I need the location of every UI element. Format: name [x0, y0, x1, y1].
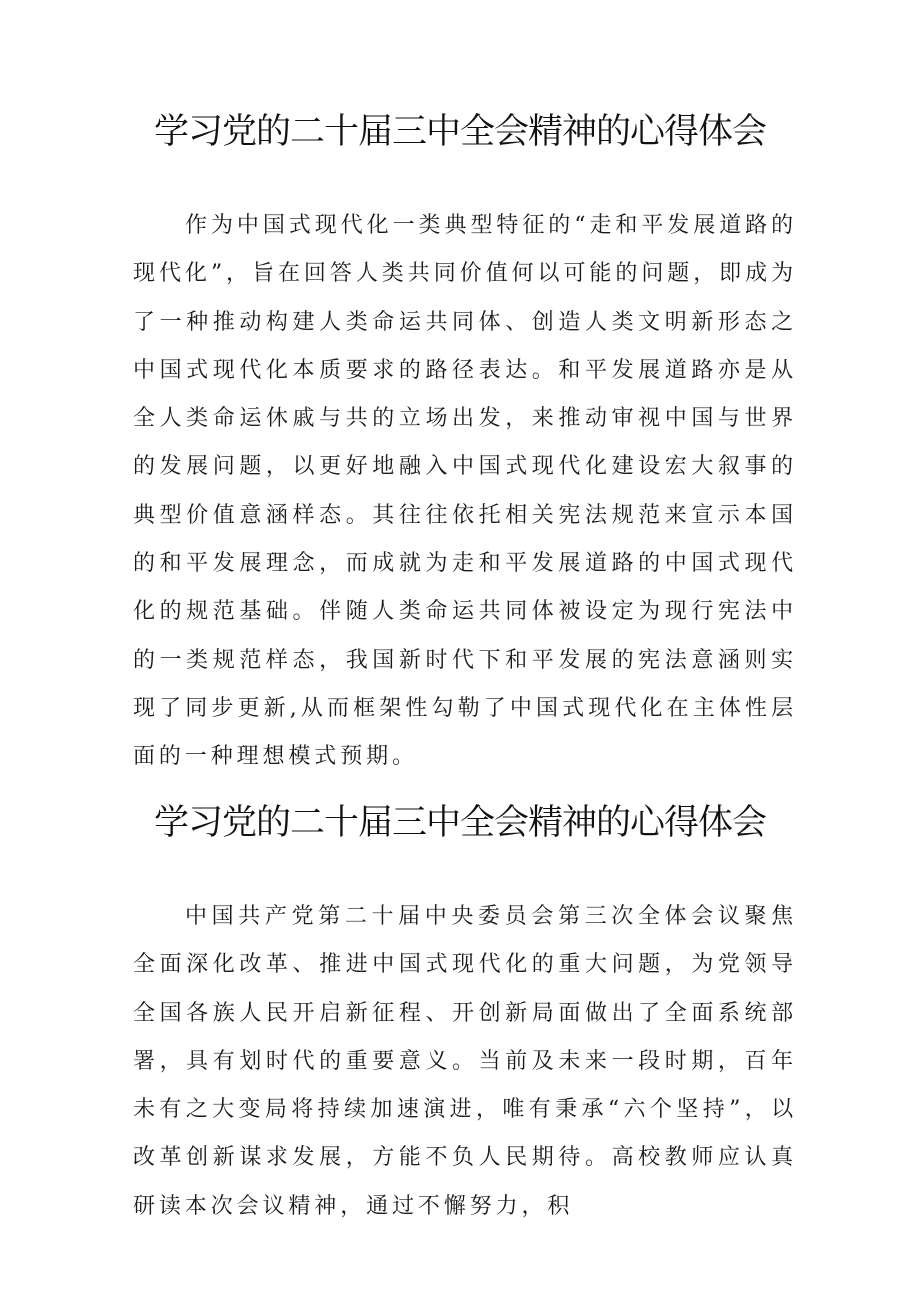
section-2-body: 中国共产党第二十届中央委员会第三次全体会议聚焦全面深化改革、推进中国式现代化的重大问题，为党领导全国各族人民开启新征程、开创新局面做出了全面系统部署，具有划时代的重要意义。当前及未来一段时期，百年未有之大变局将持续加速演进，唯有秉承“六个坚持”，以改革创新谋求发展，方能不负人民期待。高校教师应认真研读本次会议精神，通过不懈努力，积 [133, 904, 797, 1219]
section-1-body: 作为中国式现代化一类典型特征的“走和平发展道路的现代化”，旨在回答人类共同价值何以可能的问题，即成为了一种推动构建人类命运共同体、创造人类文明新形态之中国式现代化本质要求的路径表达。和平发展道路亦是从全人类命运休戚与共的立场出发，来推动审视中国与世界的发展问题，以更好地融入中国式现代化建设宏大叙事的典型价值意涵样态。其往往依托相关宪法规范来宣示本国的和平发展理念，而成就为走和平发展道路的中国式现代化的规范基础。伴随人类命运共同体被设定为现行宪法中的一类规范样态，我国新时代下和平发展的宪法意涵则实现了同步更新,从而框架性勾勒了中国式现代化在主体性层面的一种理想模式预期。 [133, 213, 797, 770]
section-1-title: 学习党的二十届三中全会精神的心得体会 [153, 112, 766, 152]
section-2-title: 学习党的二十届三中全会精神的心得体会 [153, 803, 766, 843]
